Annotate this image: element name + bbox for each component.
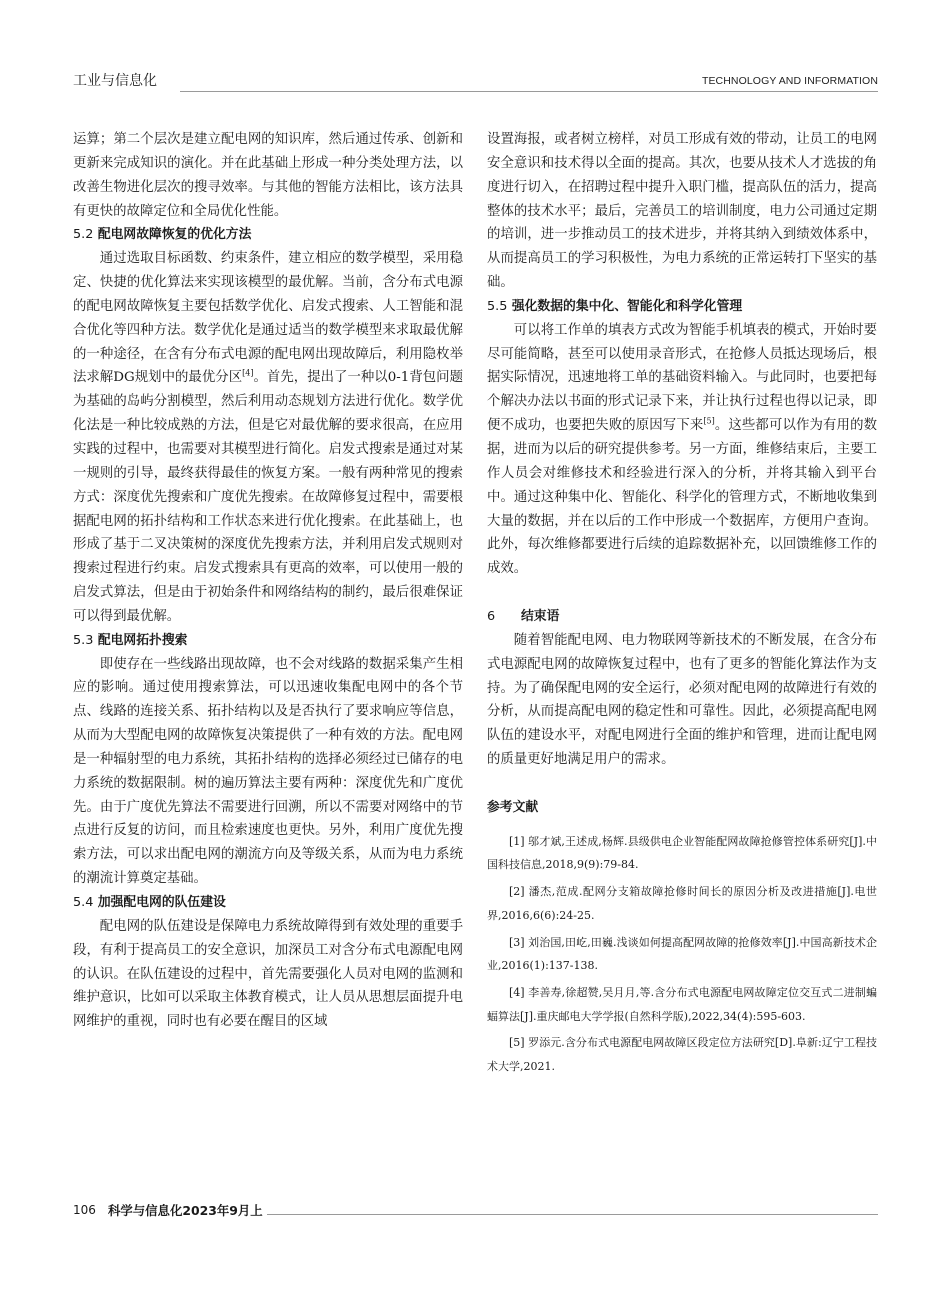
references-heading: 参考文献	[487, 799, 539, 815]
spacer	[487, 772, 877, 796]
paragraph-5-4: 配电网的队伍建设是保障电力系统故障得到有效处理的重要手段，有利于提高员工的安全意识，加深员工对含分布式电源配电网的认识。在队伍建设的过程中，首先需要强化人员对电网的监测和维护意识，比如可以采取主体教育模式，让人员从思想层面提升电网维护的重视，同时也有必要在醒目的区域	[73, 918, 463, 1030]
section-number: 5.2	[73, 227, 94, 243]
left-column	[73, 128, 463, 1034]
paragraph-5-3: 即使存在一些线路出现故障，也不会对线路的数据采集产生相应的影响。通过使用搜索算法，可以迅速收集配电网中的各个节点、线路的连接关系、拓扑结构以及是否执行了要求响应等信息，从而为大型配电网的故障恢复决策提供了一种有效的方法。配电网是一种辐射型的电力系统，其拓扑结构的选择必须经过已储存的电力系统的数据限制。树的遍历算法主要有两种：深度优先和广度优先。由于广度优先算法不需要进行回溯，所以不需要对网络中的节点进行反复的访问，而且检索速度也更快。另外，利用广度优先搜索方法，可以求出配电网的潮流方向及等级关系，从而为电力系统的潮流计算奠定基础。	[73, 656, 463, 887]
running-header-right: TECHNOLOGY AND INFORMATION	[701, 75, 878, 87]
paragraph-text: 。这些都可以作为有用的数据，进而为以后的研究提供参考。另一方面，维修结束后，主要工作人员会对维修技术和经验进行深入的分析，并将其输入到平台中。通过这种集中化、智能化、科学化的管理方式，不断地收集到大量的数据，并在以后的工作中形成一个数据库，方便用户查询。此外，每次维修都要进行后续的追踪数据补充，以回馈维修工作的成效。	[487, 418, 877, 577]
reference-item: [3] 刘治国,田屹,田巍.浅谈如何提高配网故障的抢修效率[J].中国高新技术企业,2016(1):137-138.	[487, 935, 877, 973]
paragraph-text: 。首先，提出了一种以0-1背包问题为基础的岛屿分割模型，然后利用动态规划方法进行优化。数学优化法是一种比较成熟的方法，但是它对最优解的要求很高，在应用实践的过程中，也需要对其模型进行简化。启发式搜索是通过对某一规则的引导，最终获得最佳的恢复方案。一般有两种常见的搜索方式：深度优先搜索和广度优先搜索。在故障修复过程中，需要根据配电网的拓扑结构和工作状态来进行优化搜索。在此基础上，也形成了基于二叉决策树的深度优先搜索方法，并利用启发式规则对搜索过程进行约束。启发式搜索具有更高的效率，可以使用一般的启发式算法，但是由于初始条件和网络结构的制约，最后很难保证可以得到最优解。	[73, 370, 463, 624]
paragraph-5-5	[487, 319, 877, 581]
section-number: 5.5	[487, 298, 508, 314]
section-heading-5-5	[487, 295, 877, 319]
section-heading-5-3	[73, 629, 463, 653]
reference-list	[487, 830, 877, 1079]
paragraph-continued: 运算；第二个层次是建立配电网的知识库，然后通过传承、创新和更新来完成知识的演化。并在此基础上形成一种分类处理方法，以改善生物进化层次的搜寻效率。与其他的智能方法相比，该方法具有更快的故障定位和全局优化性能。	[73, 132, 463, 219]
section-number: 6	[487, 609, 496, 625]
section-heading-5-2	[73, 223, 463, 247]
section-title: 结束语	[521, 609, 560, 625]
header-rule	[180, 91, 878, 92]
right-column	[487, 128, 877, 1079]
reference-item: [5] 罗添元.含分布式电源配电网故障区段定位方法研究[D].阜新:辽宁工程技术大学,2021.	[487, 1036, 877, 1074]
spacer	[487, 820, 877, 830]
paragraph-text: 通过选取目标函数、约束条件，建立相应的数学模型，采用稳定、快捷的优化算法来实现该模型的最优解。当前，含分布式电源的配电网故障恢复主要包括数学优化、启发式搜索、人工智能和混合优化等四种方法。数学优化是通过适当的数学模型来求取最优解的一种途径，在含有分布式电源的配电网出现故障后，利用隐枚举法求解DG规划中的最优分区	[73, 251, 463, 386]
paragraph-text: 可以将工作单的填表方式改为智能手机填表的模式，开始时要尽可能简略，甚至可以使用录音形式，在抢修人员抵达现场后，根据实际情况，迅速地将工单的基础资料输入。与此同时，也要把每个解决办法以书面的形式记录下来，并让执行过程也得以记录，即便不成功，也要把失败的原因写下来	[487, 322, 877, 434]
reference-item: [1] 邬才斌,王述成,杨辉.县级供电企业智能配网故障抢修管控体系研究[J].中国科技信息,2018,9(9):79-84.	[487, 834, 877, 872]
section-title: 加强配电网的队伍建设	[97, 895, 226, 910]
paragraph-continued: 设置海报，或者树立榜样，对员工形成有效的带动，让员工的电网安全意识和技术得以全面的提高。其次，也要从技术人才选拔的角度进行切入，在招聘过程中提升入职门槛，提高队伍的活力，提高整体的技术水平；最后，完善员工的培训制度，电力公司通过定期的培训，进一步推动员工的技术进步，并将其纳入到绩效体系中，从而提高员工的学习积极性，为电力系统的正常运转打下坚实的基础。	[487, 132, 877, 291]
spacer	[487, 581, 877, 605]
paragraph-conclusion: 随着智能配电网、电力物联网等新技术的不断发展，在含分布式电源配电网的故障恢复过程中，也有了更多的智能化算法作为支持。为了确保配电网的安全运行，必须对配电网的故障进行有效的分析，从而提高配电网的稳定性和可靠性。因此，必须提高配电网队伍的建设水平，对配电网进行全面的维护和管理，进而让配电网的质量更好地满足用户的需求。	[487, 632, 877, 768]
paragraph-5-2	[73, 247, 463, 629]
reference-item: [2] 潘杰,范成.配网分支箱故障抢修时间长的原因分析及改进措施[J].电世界,2016,6(6):24-25.	[487, 885, 877, 922]
citation: [5]	[703, 416, 715, 426]
journal-name: 科学与信息化2023年9月上	[108, 1203, 263, 1218]
section-heading-6	[487, 605, 877, 629]
running-header-left: 工业与信息化	[73, 73, 157, 89]
section-heading-5-4	[73, 891, 463, 915]
section-title: 配电网拓扑搜索	[97, 632, 188, 648]
section-title: 配电网故障恢复的优化方法	[97, 227, 252, 243]
footer-rule	[267, 1214, 878, 1215]
reference-item: [4] 李善寿,徐超赞,吴月月,等.含分布式电源配电网故障定位交互式二进制蝙蝠算法[J].重庆邮电大学学报(自然科学版),2022,34(4):595-603.	[487, 986, 877, 1023]
section-number: 5.3	[73, 632, 94, 648]
section-number: 5.4	[73, 895, 94, 910]
citation: [4]	[242, 368, 254, 378]
page-number: 106	[73, 1203, 96, 1217]
section-title: 强化数据的集中化、智能化和科学化管理	[511, 298, 743, 314]
